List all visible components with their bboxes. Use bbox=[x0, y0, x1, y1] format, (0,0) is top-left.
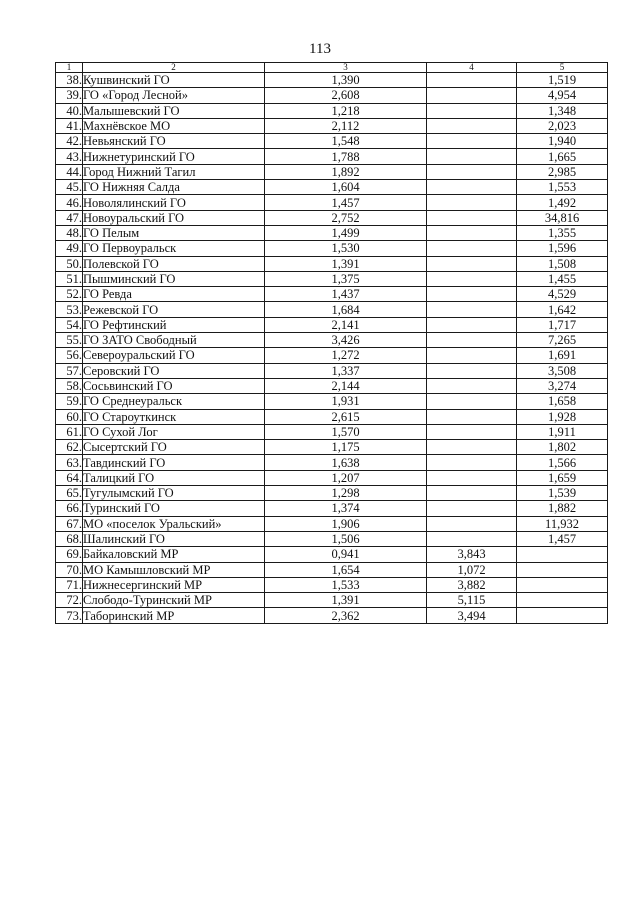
table-row bbox=[56, 348, 608, 363]
municipality-name: ГО Староуткинск bbox=[83, 409, 265, 424]
column-3-value: 1,391 bbox=[265, 593, 427, 608]
column-3-value: 1,175 bbox=[265, 440, 427, 455]
column-5-value: 1,355 bbox=[517, 225, 608, 240]
municipality-name: Режевской ГО bbox=[83, 302, 265, 317]
column-4-value bbox=[427, 271, 517, 286]
municipality-name: ГО «Город Лесной» bbox=[83, 88, 265, 103]
column-4-value bbox=[427, 225, 517, 240]
table-row bbox=[56, 470, 608, 485]
table-row bbox=[56, 531, 608, 546]
column-5-value: 1,665 bbox=[517, 149, 608, 164]
municipality-name: Новолялинский ГО bbox=[83, 195, 265, 210]
table-row bbox=[56, 394, 608, 409]
column-5-value: 1,659 bbox=[517, 470, 608, 485]
row-number: 51. bbox=[56, 271, 83, 286]
column-5-value: 4,954 bbox=[517, 88, 608, 103]
table-row bbox=[56, 88, 608, 103]
column-4-value bbox=[427, 348, 517, 363]
table-row bbox=[56, 256, 608, 271]
table-row bbox=[56, 302, 608, 317]
column-3-value: 1,375 bbox=[265, 271, 427, 286]
row-number: 54. bbox=[56, 317, 83, 332]
municipality-name: Нижнетуринский ГО bbox=[83, 149, 265, 164]
table-row bbox=[56, 409, 608, 424]
column-3-value: 1,570 bbox=[265, 424, 427, 439]
column-3-value: 1,638 bbox=[265, 455, 427, 470]
table-row bbox=[56, 424, 608, 439]
row-number: 53. bbox=[56, 302, 83, 317]
row-number: 63. bbox=[56, 455, 83, 470]
row-number: 66. bbox=[56, 501, 83, 516]
column-5-value: 1,455 bbox=[517, 271, 608, 286]
column-3-value: 1,218 bbox=[265, 103, 427, 118]
row-number: 64. bbox=[56, 470, 83, 485]
row-number: 56. bbox=[56, 348, 83, 363]
row-number: 72. bbox=[56, 593, 83, 608]
table-row bbox=[56, 118, 608, 133]
table-row bbox=[56, 608, 608, 623]
column-5-value: 1,539 bbox=[517, 486, 608, 501]
column-4-value bbox=[427, 241, 517, 256]
column-5-value bbox=[517, 608, 608, 623]
table-row bbox=[56, 333, 608, 348]
column-4-value bbox=[427, 256, 517, 271]
column-5-value: 1,717 bbox=[517, 317, 608, 332]
table-row bbox=[56, 164, 608, 179]
column-3-value: 1,931 bbox=[265, 394, 427, 409]
municipality-name: ГО Первоуральск bbox=[83, 241, 265, 256]
column-3-value: 1,788 bbox=[265, 149, 427, 164]
column-4-value bbox=[427, 378, 517, 393]
row-number: 57. bbox=[56, 363, 83, 378]
row-number: 71. bbox=[56, 577, 83, 592]
municipality-name: Шалинский ГО bbox=[83, 531, 265, 546]
column-5-value: 1,928 bbox=[517, 409, 608, 424]
municipality-name: Полевской ГО bbox=[83, 256, 265, 271]
row-number: 52. bbox=[56, 287, 83, 302]
column-5-value: 1,553 bbox=[517, 180, 608, 195]
row-number: 59. bbox=[56, 394, 83, 409]
column-3-value: 1,654 bbox=[265, 562, 427, 577]
municipality-name: ГО Среднеуральск bbox=[83, 394, 265, 409]
table-body bbox=[56, 73, 608, 624]
table-row bbox=[56, 103, 608, 118]
column-header-1: 1 bbox=[56, 63, 83, 73]
column-4-value bbox=[427, 501, 517, 516]
row-number: 48. bbox=[56, 225, 83, 240]
row-number: 68. bbox=[56, 531, 83, 546]
row-number: 69. bbox=[56, 547, 83, 562]
column-4-value bbox=[427, 516, 517, 531]
row-number: 47. bbox=[56, 210, 83, 225]
page-number: 113 bbox=[309, 41, 331, 57]
table-row bbox=[56, 287, 608, 302]
header-row bbox=[56, 63, 608, 73]
column-3-value: 1,272 bbox=[265, 348, 427, 363]
column-5-value: 1,596 bbox=[517, 241, 608, 256]
column-5-value: 1,508 bbox=[517, 256, 608, 271]
municipality-name: Малышевский ГО bbox=[83, 103, 265, 118]
table-row bbox=[56, 210, 608, 225]
column-5-value: 3,508 bbox=[517, 363, 608, 378]
municipality-name: Невьянский ГО bbox=[83, 134, 265, 149]
table-row bbox=[56, 241, 608, 256]
row-number: 39. bbox=[56, 88, 83, 103]
column-3-value: 0,941 bbox=[265, 547, 427, 562]
column-4-value bbox=[427, 424, 517, 439]
column-3-value: 1,548 bbox=[265, 134, 427, 149]
municipality-name: ГО ЗАТО Свободный bbox=[83, 333, 265, 348]
column-3-value: 1,530 bbox=[265, 241, 427, 256]
column-3-value: 1,337 bbox=[265, 363, 427, 378]
column-5-value: 11,932 bbox=[517, 516, 608, 531]
column-3-value: 1,437 bbox=[265, 287, 427, 302]
column-4-value bbox=[427, 409, 517, 424]
column-5-value bbox=[517, 577, 608, 592]
column-5-value: 1,882 bbox=[517, 501, 608, 516]
table-header bbox=[56, 63, 608, 73]
column-4-value bbox=[427, 531, 517, 546]
column-5-value: 3,274 bbox=[517, 378, 608, 393]
column-3-value: 1,499 bbox=[265, 225, 427, 240]
column-5-value: 1,691 bbox=[517, 348, 608, 363]
column-3-value: 1,906 bbox=[265, 516, 427, 531]
column-4-value bbox=[427, 394, 517, 409]
column-3-value: 1,604 bbox=[265, 180, 427, 195]
column-4-value bbox=[427, 317, 517, 332]
column-4-value: 3,882 bbox=[427, 577, 517, 592]
table-row bbox=[56, 271, 608, 286]
column-header-3: 3 bbox=[265, 63, 427, 73]
column-4-value bbox=[427, 180, 517, 195]
column-3-value: 1,391 bbox=[265, 256, 427, 271]
column-3-value: 1,684 bbox=[265, 302, 427, 317]
column-5-value: 7,265 bbox=[517, 333, 608, 348]
row-number: 49. bbox=[56, 241, 83, 256]
column-5-value bbox=[517, 547, 608, 562]
column-4-value: 1,072 bbox=[427, 562, 517, 577]
municipality-name: ГО Сухой Лог bbox=[83, 424, 265, 439]
column-header-4: 4 bbox=[427, 63, 517, 73]
municipality-name: Талицкий ГО bbox=[83, 470, 265, 485]
column-3-value: 1,374 bbox=[265, 501, 427, 516]
column-4-value bbox=[427, 455, 517, 470]
row-number: 58. bbox=[56, 378, 83, 393]
column-5-value: 1,492 bbox=[517, 195, 608, 210]
column-4-value bbox=[427, 164, 517, 179]
row-number: 70. bbox=[56, 562, 83, 577]
column-5-value: 2,985 bbox=[517, 164, 608, 179]
row-number: 40. bbox=[56, 103, 83, 118]
column-4-value bbox=[427, 103, 517, 118]
table-row bbox=[56, 195, 608, 210]
municipality-name: Пышминский ГО bbox=[83, 271, 265, 286]
column-4-value bbox=[427, 73, 517, 88]
table-row bbox=[56, 149, 608, 164]
column-5-value: 1,566 bbox=[517, 455, 608, 470]
column-4-value bbox=[427, 118, 517, 133]
municipality-name: Махнёвское МО bbox=[83, 118, 265, 133]
column-3-value: 2,141 bbox=[265, 317, 427, 332]
municipality-name: ГО Рефтинский bbox=[83, 317, 265, 332]
table-row bbox=[56, 180, 608, 195]
column-3-value: 1,457 bbox=[265, 195, 427, 210]
table-row bbox=[56, 516, 608, 531]
row-number: 43. bbox=[56, 149, 83, 164]
municipality-name: ГО Нижняя Салда bbox=[83, 180, 265, 195]
column-5-value: 1,642 bbox=[517, 302, 608, 317]
row-number: 73. bbox=[56, 608, 83, 623]
column-3-value: 2,752 bbox=[265, 210, 427, 225]
municipality-name: Нижнесергинский МР bbox=[83, 577, 265, 592]
column-5-value: 34,816 bbox=[517, 210, 608, 225]
column-5-value: 1,658 bbox=[517, 394, 608, 409]
municipality-name: Североуральский ГО bbox=[83, 348, 265, 363]
row-number: 65. bbox=[56, 486, 83, 501]
column-3-value: 1,892 bbox=[265, 164, 427, 179]
municipality-name: Серовский ГО bbox=[83, 363, 265, 378]
column-5-value bbox=[517, 562, 608, 577]
column-header-2: 2 bbox=[83, 63, 265, 73]
table-row bbox=[56, 547, 608, 562]
row-number: 45. bbox=[56, 180, 83, 195]
row-number: 42. bbox=[56, 134, 83, 149]
column-3-value: 1,506 bbox=[265, 531, 427, 546]
column-4-value bbox=[427, 440, 517, 455]
row-number: 38. bbox=[56, 73, 83, 88]
municipality-name: Город Нижний Тагил bbox=[83, 164, 265, 179]
municipality-name: Байкаловский МР bbox=[83, 547, 265, 562]
column-4-value bbox=[427, 134, 517, 149]
column-5-value: 1,457 bbox=[517, 531, 608, 546]
row-number: 67. bbox=[56, 516, 83, 531]
column-5-value: 1,940 bbox=[517, 134, 608, 149]
table-row bbox=[56, 577, 608, 592]
table-row bbox=[56, 593, 608, 608]
table-row bbox=[56, 378, 608, 393]
column-3-value: 1,390 bbox=[265, 73, 427, 88]
row-number: 44. bbox=[56, 164, 83, 179]
municipality-name: Туринский ГО bbox=[83, 501, 265, 516]
table-row bbox=[56, 73, 608, 88]
column-3-value: 2,112 bbox=[265, 118, 427, 133]
column-4-value: 3,843 bbox=[427, 547, 517, 562]
column-4-value bbox=[427, 149, 517, 164]
table-row bbox=[56, 317, 608, 332]
municipality-name: Таборинский МР bbox=[83, 608, 265, 623]
municipality-name: Кушвинский ГО bbox=[83, 73, 265, 88]
column-5-value: 1,911 bbox=[517, 424, 608, 439]
table-row bbox=[56, 501, 608, 516]
row-number: 50. bbox=[56, 256, 83, 271]
table-row bbox=[56, 363, 608, 378]
municipality-name: МО «поселок Уральский» bbox=[83, 516, 265, 531]
municipality-name: Слободо-Туринский МР bbox=[83, 593, 265, 608]
column-3-value: 2,615 bbox=[265, 409, 427, 424]
municipality-name: Сысертский ГО bbox=[83, 440, 265, 455]
column-4-value bbox=[427, 486, 517, 501]
table-row bbox=[56, 455, 608, 470]
column-4-value bbox=[427, 210, 517, 225]
column-5-value bbox=[517, 593, 608, 608]
column-4-value bbox=[427, 363, 517, 378]
column-3-value: 3,426 bbox=[265, 333, 427, 348]
row-number: 46. bbox=[56, 195, 83, 210]
municipality-name: МО Камышловский МР bbox=[83, 562, 265, 577]
column-5-value: 4,529 bbox=[517, 287, 608, 302]
column-4-value bbox=[427, 302, 517, 317]
column-3-value: 1,207 bbox=[265, 470, 427, 485]
column-3-value: 1,298 bbox=[265, 486, 427, 501]
column-4-value bbox=[427, 333, 517, 348]
table-row bbox=[56, 134, 608, 149]
data-table bbox=[55, 62, 608, 624]
municipality-name: Сосьвинский ГО bbox=[83, 378, 265, 393]
row-number: 55. bbox=[56, 333, 83, 348]
column-header-5: 5 bbox=[517, 63, 608, 73]
column-5-value: 1,802 bbox=[517, 440, 608, 455]
municipality-name: Тавдинский ГО bbox=[83, 455, 265, 470]
municipality-name: ГО Пелым bbox=[83, 225, 265, 240]
row-number: 60. bbox=[56, 409, 83, 424]
column-3-value: 2,144 bbox=[265, 378, 427, 393]
row-number: 61. bbox=[56, 424, 83, 439]
row-number: 62. bbox=[56, 440, 83, 455]
row-number: 41. bbox=[56, 118, 83, 133]
column-5-value: 2,023 bbox=[517, 118, 608, 133]
column-4-value: 5,115 bbox=[427, 593, 517, 608]
column-5-value: 1,348 bbox=[517, 103, 608, 118]
table-row bbox=[56, 486, 608, 501]
column-5-value: 1,519 bbox=[517, 73, 608, 88]
municipality-name: ГО Ревда bbox=[83, 287, 265, 302]
table-row bbox=[56, 440, 608, 455]
column-3-value: 2,362 bbox=[265, 608, 427, 623]
column-4-value bbox=[427, 195, 517, 210]
column-3-value: 2,608 bbox=[265, 88, 427, 103]
column-3-value: 1,533 bbox=[265, 577, 427, 592]
column-4-value: 3,494 bbox=[427, 608, 517, 623]
column-4-value bbox=[427, 470, 517, 485]
column-4-value bbox=[427, 287, 517, 302]
municipality-name: Тугулымский ГО bbox=[83, 486, 265, 501]
table-row bbox=[56, 562, 608, 577]
table-row bbox=[56, 225, 608, 240]
municipality-name: Новоуральский ГО bbox=[83, 210, 265, 225]
column-4-value bbox=[427, 88, 517, 103]
